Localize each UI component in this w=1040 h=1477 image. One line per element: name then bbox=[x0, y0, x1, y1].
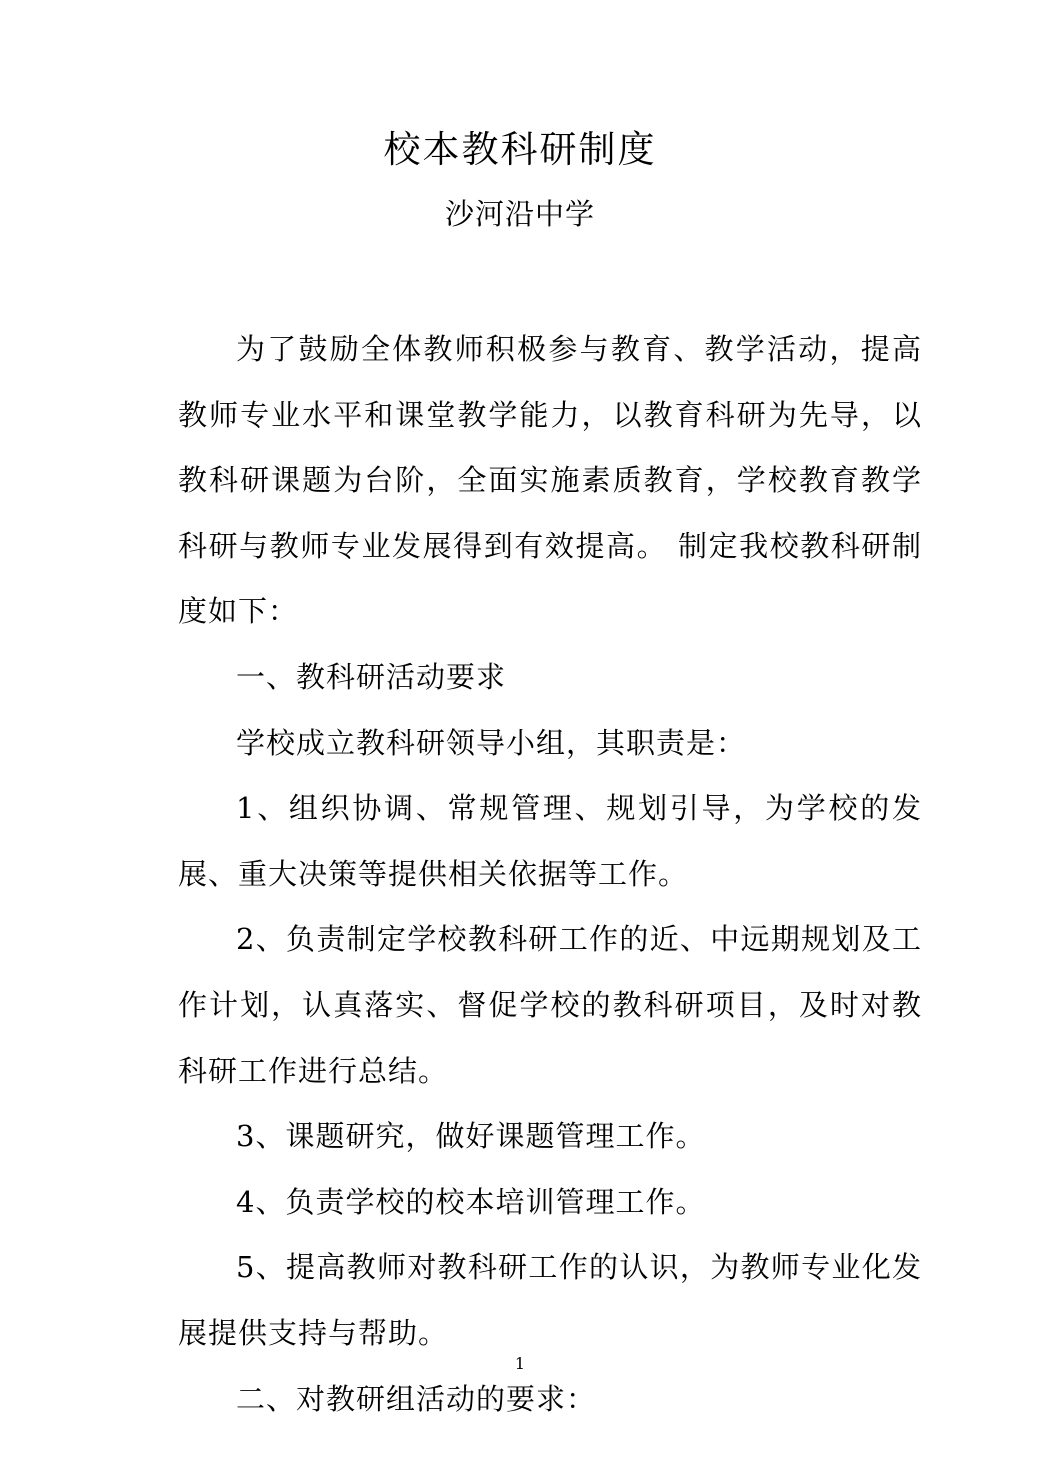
page-number: 1 bbox=[514, 1354, 526, 1373]
document-title: 校本教科研制度 bbox=[383, 128, 657, 171]
list-item: 3、课题研究，做好课题管理工作。 bbox=[236, 1119, 706, 1154]
document-subtitle: 沙河沿中学 bbox=[444, 197, 595, 231]
list-item: 5、提高教师对教科研工作的认识，为教师专业化发展提供支持与帮助。 bbox=[178, 1250, 922, 1350]
paragraph-intro: 为了鼓励全体教师积极参与教育、教学活动，提高教师专业水平和课堂教学能力，以教育科研为先导，以教科研课题为台阶，全面实施素质教育，学校教育教学科研与教师专业发展得到有效提高。 制定我校教科研制度如下： bbox=[178, 332, 922, 629]
document-body bbox=[178, 317, 922, 1432]
paragraph: 学校成立教科研领导小组，其职责是： bbox=[236, 725, 747, 760]
section-heading-1: 一、教科研活动要求 bbox=[236, 659, 507, 694]
list-item: 4、负责学校的校本培训管理工作。 bbox=[236, 1184, 706, 1219]
section-heading-2: 二、对教研组活动的要求： bbox=[236, 1381, 597, 1416]
list-item: 1、组织协调、常规管理、规划引导，为学校的发展、重大决策等提供相关依据等工作。 bbox=[178, 791, 922, 891]
list-item: 2、负责制定学校教科研工作的近、中远期规划及工作计划，认真落实、督促学校的教科研项目，及时对教科研工作进行总结。 bbox=[178, 922, 922, 1088]
